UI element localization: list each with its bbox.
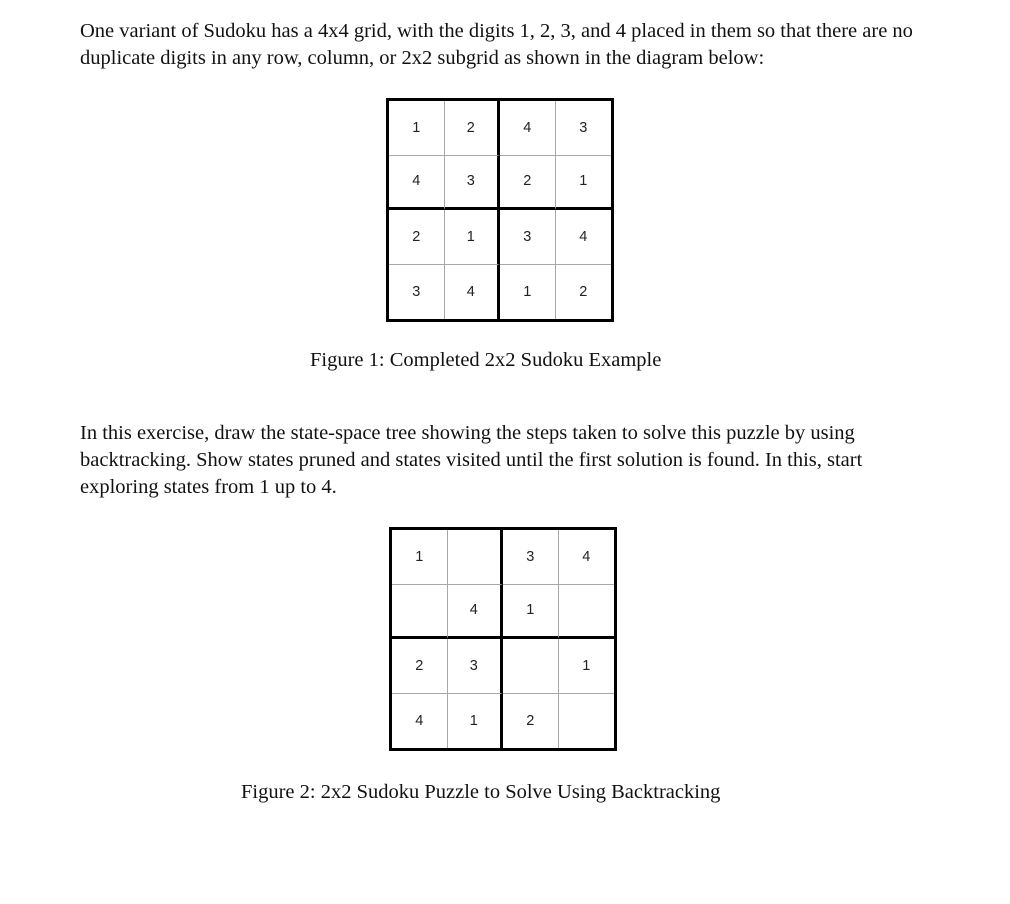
sudoku-cell: 1 <box>392 530 448 585</box>
sudoku-cell: 1 <box>559 639 615 694</box>
sudoku-cell: 3 <box>389 265 445 320</box>
sudoku-cell: 4 <box>559 530 615 585</box>
sudoku-cell: 1 <box>445 210 501 265</box>
sudoku-cell: 3 <box>500 210 556 265</box>
sudoku-cell: 4 <box>448 585 504 640</box>
sudoku-cell: 1 <box>500 265 556 320</box>
sudoku-cell: 2 <box>389 210 445 265</box>
sudoku-cell: 2 <box>392 639 448 694</box>
sudoku-cell: 2 <box>503 694 559 749</box>
sudoku-cell: 4 <box>500 101 556 156</box>
completed-sudoku-grid <box>386 98 614 322</box>
sudoku-cell: 3 <box>503 530 559 585</box>
exercise-paragraph: In this exercise, draw the state-space tree showing the steps taken to solve this puzzle by using backtracking. Show states pruned and states visited until the first solution is found. In this, start exploring states from 1 up to 4. <box>80 422 863 498</box>
sudoku-cell: 2 <box>445 101 501 156</box>
sudoku-cell: 4 <box>445 265 501 320</box>
sudoku-cell: 4 <box>556 210 612 265</box>
figure-1-caption: Figure 1: Completed 2x2 Sudoku Example <box>310 349 662 371</box>
intro-paragraph: One variant of Sudoku has a 4x4 grid, with the digits 1, 2, 3, and 4 placed in them so that there are no duplicate digits in any row, column, or 2x2 subgrid as shown in the diagram below: <box>80 20 913 69</box>
sudoku-cell: 4 <box>392 694 448 749</box>
sudoku-cell <box>503 639 559 694</box>
sudoku-cell: 2 <box>579 283 588 300</box>
sudoku-cell <box>559 694 615 749</box>
sudoku-cell: 3 <box>556 101 612 156</box>
sudoku-cell: 4 <box>389 156 445 211</box>
sudoku-cell: 1 <box>503 585 559 640</box>
sudoku-cell: 3 <box>448 639 504 694</box>
sudoku-cell: 1 <box>556 156 612 211</box>
sudoku-cell: 1 <box>389 101 445 156</box>
sudoku-cell <box>392 585 448 640</box>
sudoku-cell <box>559 585 615 640</box>
puzzle-sudoku-grid <box>389 527 617 751</box>
sudoku-cell <box>448 530 504 585</box>
sudoku-cell: 2 <box>500 156 556 211</box>
figure-2-caption: Figure 2: 2x2 Sudoku Puzzle to Solve Using Backtracking <box>241 781 721 803</box>
sudoku-cell: 1 <box>448 694 504 749</box>
sudoku-cell: 3 <box>445 156 501 211</box>
